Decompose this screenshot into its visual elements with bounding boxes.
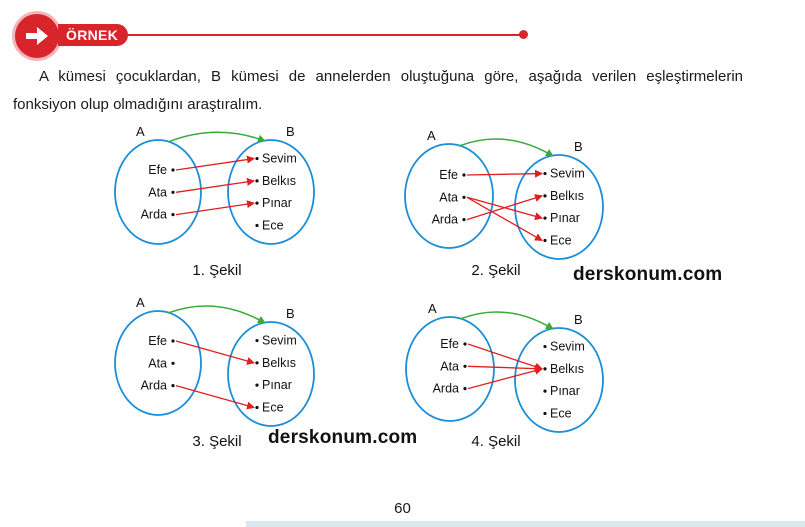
- set-b-element: Sevim: [262, 151, 297, 166]
- set-a-element: Arda: [432, 381, 459, 396]
- set-b-element: Pınar: [262, 378, 292, 393]
- element-dot: [543, 239, 546, 242]
- figure-caption: 3. Şekil: [192, 433, 242, 450]
- set-b-element: Pınar: [550, 211, 580, 226]
- mapping-arrow: [176, 159, 254, 170]
- watermark: derskonum.com: [268, 427, 418, 448]
- set-a-element: Ata: [148, 356, 167, 371]
- set-a-element: Efe: [439, 168, 458, 182]
- footer-strip: [246, 521, 805, 527]
- mapping-arrow: [176, 203, 254, 214]
- set-b-element: Ece: [262, 218, 284, 233]
- mapping-arrow: [176, 181, 254, 192]
- element-dot: [543, 412, 546, 415]
- mapping-arrow: [468, 366, 542, 369]
- set-relation-arrow: [168, 132, 265, 142]
- set-b-element: Pınar: [550, 384, 580, 399]
- element-dot: [171, 168, 174, 171]
- element-dot: [171, 191, 174, 194]
- set-b-name: B: [574, 312, 583, 327]
- element-dot: [462, 218, 465, 221]
- figure-caption: 4. Şekil: [471, 433, 521, 450]
- element-dot: [171, 339, 174, 342]
- set-a-element: Efe: [148, 334, 167, 348]
- element-dot: [462, 196, 465, 199]
- figure-caption: 2. Şekil: [471, 262, 521, 279]
- mapping-arrow: [467, 196, 542, 220]
- element-dot: [255, 202, 258, 205]
- element-dot: [255, 339, 258, 342]
- set-b-element: Belkıs: [262, 173, 297, 188]
- element-dot: [171, 384, 174, 387]
- figure-caption: 1. Şekil: [192, 262, 242, 279]
- set-a-name: A: [427, 128, 436, 143]
- set-a-element: Ata: [439, 190, 458, 205]
- set-b-element: Sevim: [550, 339, 585, 354]
- mapping-arrow: [468, 344, 542, 369]
- element-dot: [543, 390, 546, 393]
- set-a-element: Arda: [140, 207, 167, 222]
- element-dot: [171, 362, 174, 365]
- element-dot: [255, 179, 258, 182]
- element-dot: [543, 172, 546, 175]
- element-dot: [255, 361, 258, 364]
- set-b-element: Belkıs: [550, 361, 585, 376]
- set-b-element: Belkıs: [262, 355, 297, 370]
- element-dot: [171, 213, 174, 216]
- set-b-element: Belkıs: [550, 188, 585, 203]
- set-b-name: B: [286, 124, 295, 139]
- element-dot: [543, 345, 546, 348]
- set-b-element: Ece: [262, 400, 284, 415]
- element-dot: [255, 384, 258, 387]
- element-dot: [255, 406, 258, 409]
- set-a-element: Ata: [148, 185, 167, 200]
- set-a-element: Arda: [431, 212, 458, 227]
- element-dot: [463, 365, 466, 368]
- intro-paragraph: A kümesi çocuklardan, B kümesi de annelerden oluştuğuna göre, aşağıda verilen eşleştirmelerin fonksiyon olup olmadığını araştıralım.: [13, 68, 743, 113]
- set-b-element: Ece: [550, 233, 572, 248]
- element-dot: [255, 224, 258, 227]
- set-b-element: Ece: [550, 406, 572, 421]
- set-a-element: Efe: [148, 163, 167, 177]
- set-b-name: B: [574, 139, 583, 154]
- set-a-name: A: [136, 295, 145, 310]
- set-b-element: Sevim: [550, 166, 585, 181]
- set-a-name: A: [136, 124, 145, 139]
- mapping-arrow: [467, 174, 542, 175]
- set-a-name: A: [428, 301, 437, 316]
- element-dot: [543, 217, 546, 220]
- element-dot: [543, 367, 546, 370]
- set-b-element: Pınar: [262, 196, 292, 211]
- mapping-arrow: [176, 341, 254, 363]
- set-b-name: B: [286, 306, 295, 321]
- element-dot: [462, 173, 465, 176]
- set-a-element: Arda: [140, 378, 167, 393]
- element-dot: [463, 387, 466, 390]
- element-dot: [463, 342, 466, 345]
- page-number: 60: [394, 500, 411, 517]
- set-a-element: Ata: [440, 359, 459, 374]
- mapping-arrow: [176, 386, 254, 408]
- set-relation-arrow: [460, 312, 553, 329]
- set-a-element: Efe: [440, 337, 459, 351]
- mapping-arrow: [468, 369, 542, 389]
- element-dot: [255, 157, 258, 160]
- watermark: derskonum.com: [573, 264, 723, 285]
- set-b-element: Sevim: [262, 333, 297, 348]
- element-dot: [543, 194, 546, 197]
- example-label: ÖRNEK: [58, 24, 128, 46]
